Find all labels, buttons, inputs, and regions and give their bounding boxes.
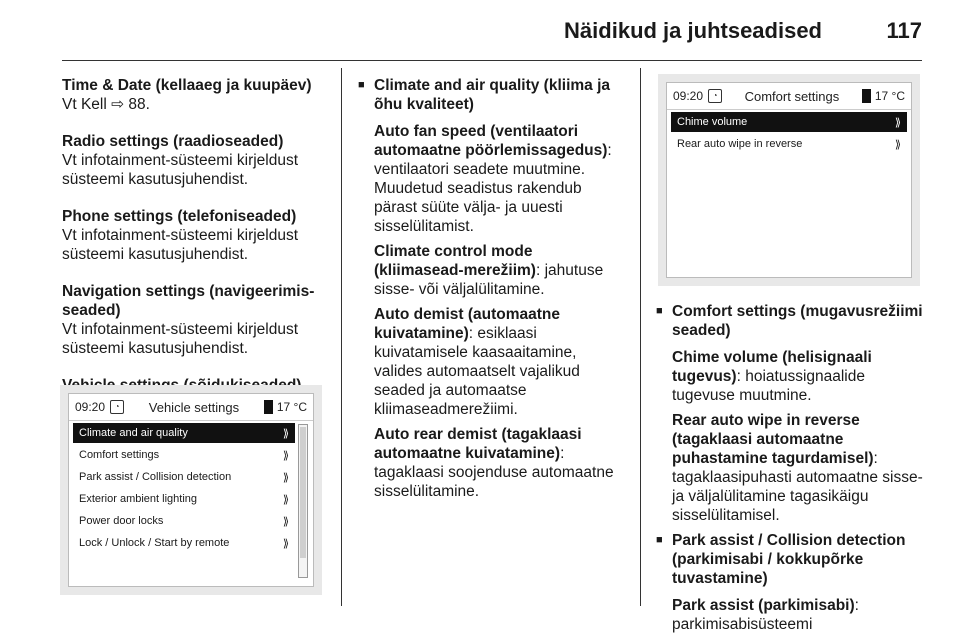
- column-divider: [341, 68, 342, 606]
- page-number: 117: [886, 18, 922, 43]
- screen-display: [666, 82, 912, 278]
- chevron-right-icon: ⟫: [894, 116, 901, 129]
- page-header: [0, 0, 960, 62]
- clock-time: 09:20: [75, 400, 106, 414]
- thermometer-icon: [862, 89, 871, 103]
- chevron-right-icon: ⟫: [282, 471, 289, 484]
- column-1: [62, 76, 332, 413]
- page-title: Näidikud ja juhtseadised: [564, 18, 822, 43]
- chevron-right-icon: ⟫: [282, 427, 289, 440]
- comfort-settings-screen: [658, 74, 920, 286]
- section-text: Vt Kell ⇨ 88.: [62, 96, 150, 113]
- section: [62, 132, 332, 189]
- section-heading: Phone settings (telefoniseaded): [62, 208, 297, 225]
- section: [62, 207, 332, 264]
- clock-icon: ◔: [110, 400, 124, 414]
- menu-item-climate[interactable]: Climate and air quality ⟫: [73, 423, 295, 443]
- clock-icon: ◔: [708, 89, 722, 103]
- definition-item: Auto fan speed (ventilaatori automaatne pöörlemissagedus): ventilaatori seadete muutmine. Muudetud seadistus rakendub pärast süüte välja- ja uuesti sisselülitamist.: [374, 123, 612, 235]
- scrollbar[interactable]: [298, 424, 308, 578]
- definition-item: Auto demist (automaatne kuivatamine): esiklaasi kuivatamisele kaasaaitamine, valides automaatselt vajalikud seaded ja automaatse kliimaseadmerežiimi.: [374, 306, 580, 418]
- column-2: [358, 76, 626, 507]
- header-divider: [62, 60, 922, 61]
- chevron-right-icon: ⟫: [282, 493, 289, 506]
- screen-status-bar: [69, 394, 313, 421]
- menu-item-comfort[interactable]: Comfort settings ⟫: [79, 449, 289, 462]
- section: [62, 282, 332, 358]
- menu-item-ambient-lighting[interactable]: Exterior ambient lighting ⟫: [79, 493, 289, 506]
- definition-item: Chime volume (helisignaali tugevus): hoiatussignaalide tugevuse muutmine.: [672, 349, 872, 404]
- section-text: Vt infotainment-süsteemi kirjeldust süsteemi kasutusjuhendist.: [62, 321, 299, 357]
- chevron-right-icon: ⟫: [282, 537, 289, 550]
- definition-item: Park assist (parkimisabi): parkimisabisüsteemi: [672, 597, 859, 633]
- bullet-heading: ■ Park assist / Collision detection (parkimisabi / kokkupõrke tuvastamine): [656, 531, 926, 588]
- screen-title: Vehicle settings: [148, 399, 240, 415]
- screen-title: Comfort settings: [744, 88, 840, 104]
- menu-item-park-assist[interactable]: Park assist / Collision detection ⟫: [79, 471, 289, 484]
- screen-status-bar: [667, 83, 911, 110]
- chevron-right-icon: ⟫: [282, 515, 289, 528]
- definition-item: Rear auto wipe in reverse (tagaklaasi automaatne puhastamine tagurdamisel): tagaklaasipuhasti automaatne sisse- ja väljalülitamine tagasikäigu sisselülitamisel.: [672, 412, 923, 524]
- menu-item-chime-volume[interactable]: Chime volume ⟫: [671, 112, 907, 132]
- bullet-heading: ■ Comfort settings (mugavusrežiimi seaded): [656, 302, 926, 340]
- column-divider: [640, 68, 641, 606]
- definition-item: Climate control mode (kliimasead-merežiim): jahutuse sisse- või väljalülitamine.: [374, 243, 604, 298]
- thermometer-icon: [264, 400, 273, 414]
- menu-list: [69, 423, 313, 553]
- menu-list: [667, 112, 911, 154]
- definition-item: Auto rear demist (tagaklaasi automaatne kuivatamine): tagaklaasi soojenduse automaatne sisselülitamine.: [374, 426, 614, 500]
- clock-time: 09:20: [673, 89, 704, 103]
- bullet-heading: ■ Climate and air quality (kliima ja õhu kvaliteet): [358, 76, 626, 114]
- temperature: 17 °C: [874, 89, 905, 103]
- column-3: [656, 302, 926, 640]
- section-heading: Radio settings (raadioseaded): [62, 133, 284, 150]
- menu-item-rear-wipe[interactable]: Rear auto wipe in reverse ⟫: [677, 138, 901, 151]
- section: [62, 76, 332, 114]
- vehicle-settings-screen: [60, 385, 322, 595]
- screen-display: [68, 393, 314, 587]
- temperature: 17 °C: [276, 400, 307, 414]
- section-text: Vt infotainment-süsteemi kirjeldust süsteemi kasutusjuhendist.: [62, 227, 299, 263]
- scrollbar-thumb[interactable]: [300, 427, 306, 558]
- section-text: Vt infotainment-süsteemi kirjeldust süsteemi kasutusjuhendist.: [62, 152, 299, 188]
- menu-item-remote[interactable]: Lock / Unlock / Start by remote ⟫: [79, 537, 289, 550]
- section-heading: Navigation settings (navigeerimis-seaded): [62, 283, 315, 319]
- menu-item-door-locks[interactable]: Power door locks ⟫: [79, 515, 289, 528]
- chevron-right-icon: ⟫: [282, 449, 289, 462]
- chevron-right-icon: ⟫: [894, 138, 901, 151]
- section-heading: Time & Date (kellaaeg ja kuupäev): [62, 77, 312, 94]
